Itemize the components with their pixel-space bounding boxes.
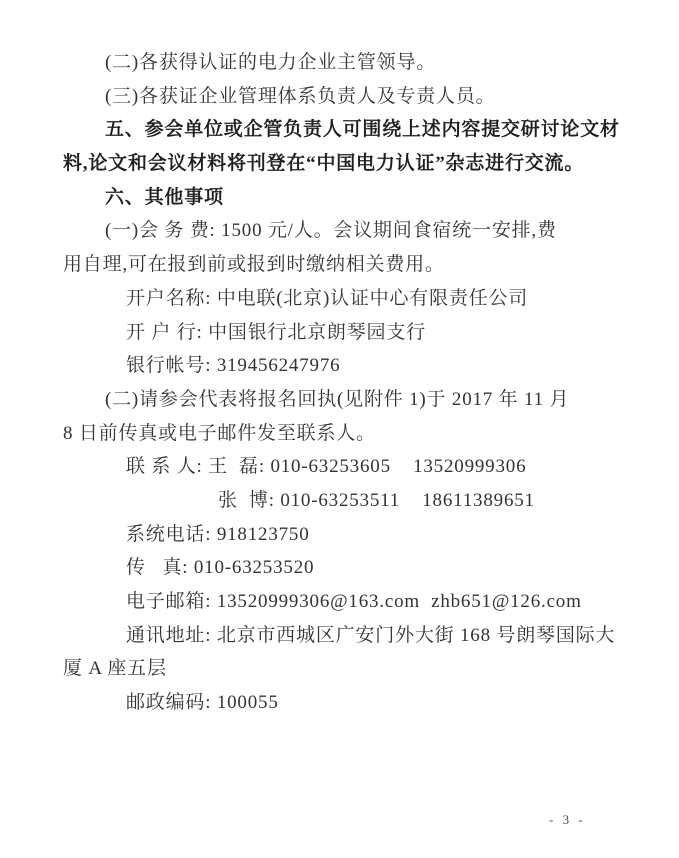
doc-line-email: 电子邮箱: 13520999306@163.com zhb651@126.com bbox=[126, 591, 582, 612]
doc-line-postcode: 邮政编码: 100055 bbox=[126, 692, 279, 714]
doc-line-contact-1: 联 系 人: 王 磊: 010-63253605 13520999306 bbox=[126, 456, 527, 478]
doc-line: 五、参会单位或企管负责人可围绕上述内容提交研讨论文材 bbox=[105, 119, 620, 141]
doc-line-contact-2: 张 博: 010-63253511 18611389651 bbox=[218, 489, 535, 511]
doc-line: 用自理,可在报到前或报到时缴纳相关费用。 bbox=[63, 254, 445, 276]
document-body bbox=[63, 46, 619, 720]
doc-line-address-cont: 厦 A 座五层 bbox=[63, 658, 167, 680]
doc-line-fax: 传 真: 010-63253520 bbox=[126, 557, 315, 579]
doc-line: 料,论文和会议材料将刊登在“中国电力认证”杂志进行交流。 bbox=[63, 153, 585, 175]
page-number: - 3 - bbox=[549, 812, 586, 827]
doc-line: (二)各获得认证的电力企业主管领导。 bbox=[105, 52, 437, 73]
doc-section-heading: 六、其他事项 bbox=[105, 186, 224, 208]
doc-line-address: 通讯地址: 北京市西城区广安门外大街 168 号朗琴国际大 bbox=[126, 624, 616, 646]
doc-line-account-name: 开户名称: 中电联(北京)认证中心有限责任公司 bbox=[126, 287, 529, 309]
doc-line-bank: 开 户 行: 中国银行北京朗琴园支行 bbox=[126, 321, 426, 343]
doc-line-account-number: 银行帐号: 319456247976 bbox=[126, 355, 341, 377]
doc-line: 8 日前传真或电子邮件发至联系人。 bbox=[63, 422, 376, 444]
doc-line: (三)各获证企业管理体系负责人及专责人员。 bbox=[105, 85, 496, 107]
doc-line: (一)会 务 费: 1500 元/人。会议期间食宿统一安排,费 bbox=[105, 220, 557, 242]
doc-line-system-phone: 系统电话: 918123750 bbox=[126, 523, 310, 545]
doc-line: (二)请参会代表将报名回执(见附件 1)于 2017 年 11 月 bbox=[105, 388, 570, 410]
